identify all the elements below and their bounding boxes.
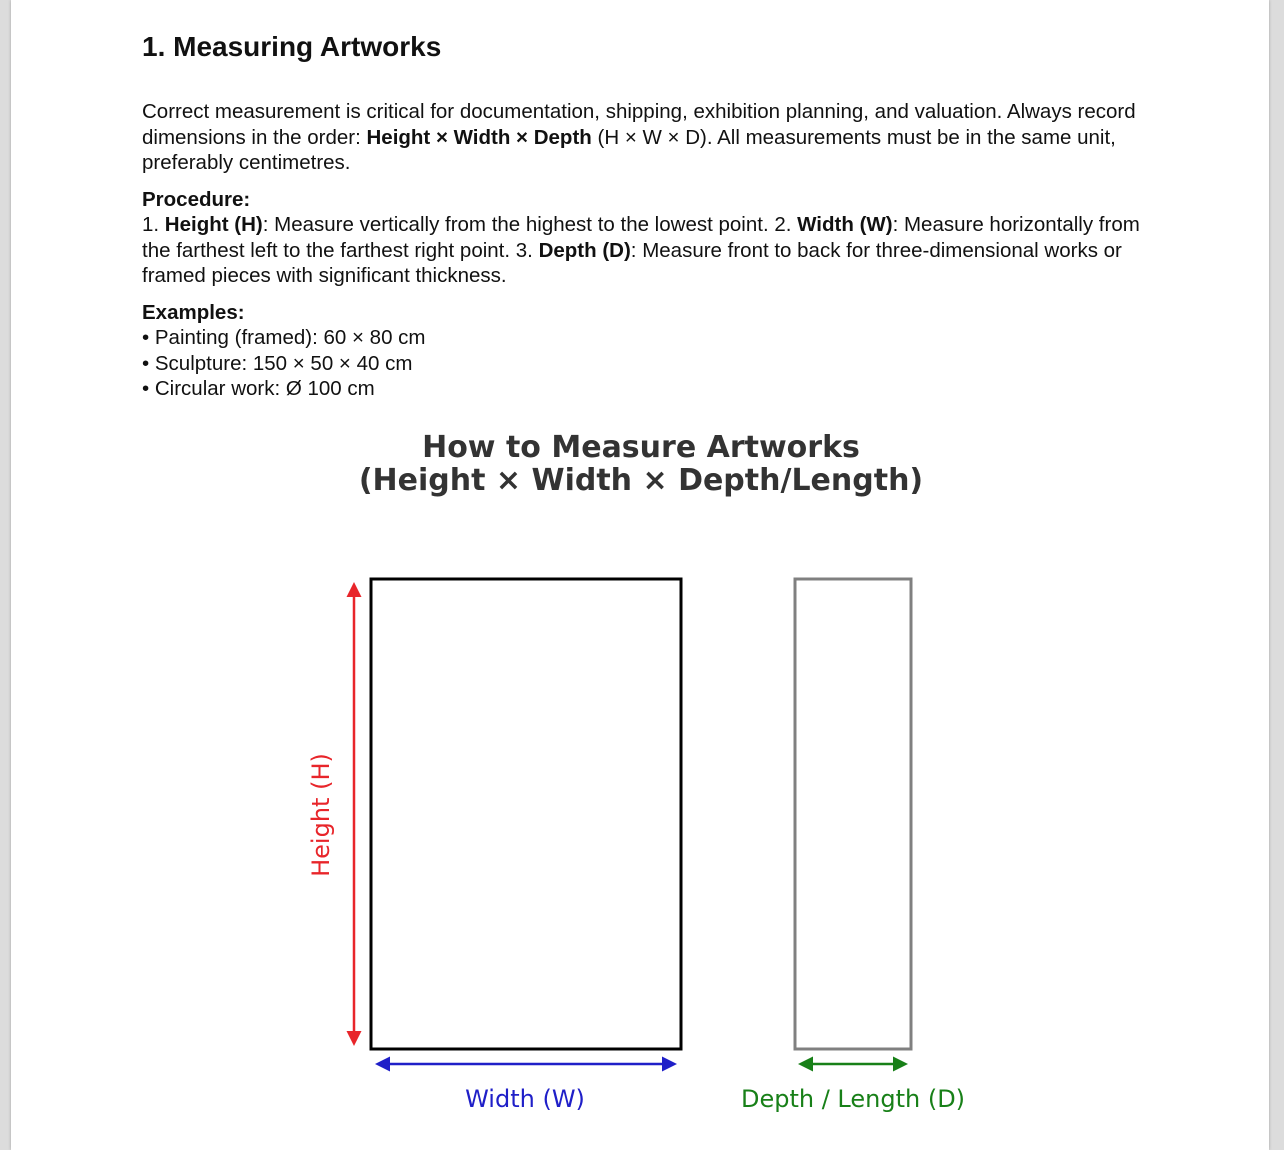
step-term: Depth (D) [538,238,631,262]
step-description: : Measure vertically from the highest to the lowest point. [262,213,775,236]
step-number: 1. [142,213,165,236]
step-description: : Measure horizontally from the farthest left to the farthest right point. [142,213,1140,262]
depth-label: Depth / Length (D) [740,1085,966,1113]
diagram-title-line2: (Height × Width × Depth/Length) [358,463,924,498]
examples-title: Examples: [142,300,245,324]
procedure-title: Procedure: [142,187,251,211]
height-label: Height (H) [307,753,335,877]
document-page [11,0,1269,1150]
step-number: 2. [774,213,798,236]
diagram-title-line1: How to Measure Artworks [422,430,860,465]
list-item: • Sculpture: 150 × 50 × 40 cm [142,351,1142,377]
step-description: : Measure front to back for three-dimensional works or framed pieces with significant thickness. [142,238,1122,287]
measurement-diagram [11,0,1269,1150]
artwork-front-rect [371,579,681,1049]
page-title: 1. Measuring Artworks [142,31,442,62]
list-item: • Painting (framed): 60 × 80 cm [142,325,1142,351]
intro-text-before: Correct measurement is critical for documentation, shipping, exhibition planning, and valuation. Always record dimensions in the order: [142,100,1136,149]
step-term: Width (W) [797,213,893,236]
artwork-side-rect [795,579,911,1049]
list-item: • Circular work: Ø 100 cm [142,376,1142,402]
step-number: 3. [515,238,539,262]
step-term: Height (H) [164,213,263,236]
intro-order-bold: Height × Width × Depth [366,125,592,149]
width-label: Width (W) [465,1085,585,1113]
intro-text-after: (H × W × D). All measurements must be in the same unit, preferably centimetres. [142,125,1116,174]
